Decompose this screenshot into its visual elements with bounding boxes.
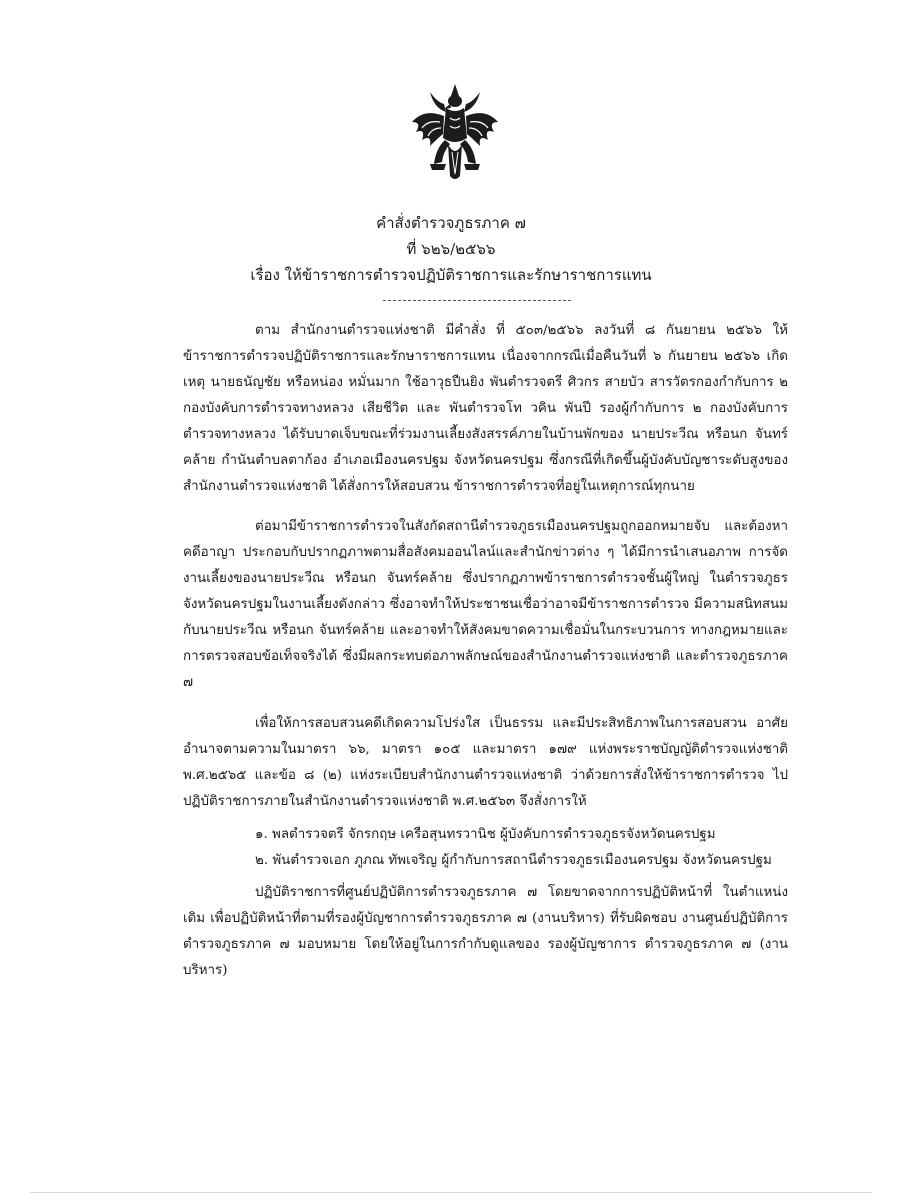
header-divider [383,300,571,301]
order-number: ที่ ๖๒๖/๒๕๖๖ [406,240,496,258]
paragraph-1: ตาม สำนักงานตำรวจแห่งชาติ มีคำสั่ง ที่ ๕๐๓/๒๕๖๖ ลงวันที่ ๘ กันยายน ๒๕๖๖ ให้ข้าราชการตำรวจปฏิบัติราชการและรักษาราชการแทน เนื่องจากกรณีเมื่อคืนวันที่ ๖ กันยายน ๒๕๖๖ เกิดเหตุ นายธนัญชัย หรือหน่อง หมั่นมาก ใช้อาวุธปืนยิง พันตำรวจตรี ศิวกร สายบัว สารวัตรกองกำกับการ ๒ กองบังคับการตำรวจทางหลวง เสียชีวิต และ พันตำรวจโท วคิน พันปี รองผู้กำกับการ ๒ กองบังคับการตำรวจทางหลวง ได้รับบาดเจ็บขณะที่ร่วมงานเลี้ยงสังสรรค์ภายในบ้านพักของ นายประวีณ หรือนก จันทร์คล้าย กำนันตำบลตาก้อง อำเภอเมืองนครปฐม จังหวัดนครปฐม ซึ่งกรณีที่เกิดขึ้นผู้บังคับบัญชาระดับสูงของสำนักงานตำรวจแห่งชาติ ได้สั่งการให้สอบสวน ข้าราชการตำรวจที่อยู่ในเหตุการณ์ทุกนาย [183,323,788,494]
list-item-1: ๑. พลตำรวจตรี จักรกฤษ เครือสุนทรวานิช ผู้บังคับการตำรวจภูธรจังหวัดนครปฐม [255,827,716,842]
order-subject: เรื่อง ให้ข้าราชการตำรวจปฏิบัติราชการและรักษาราชการแทน [250,266,652,284]
paragraph-4: ปฏิบัติราชการที่ศูนย์ปฏิบัติการตำรวจภูธรภาค ๗ โดยขาดจากการปฏิบัติหน้าที่ ในตำแหน่งเดิม เพื่อปฏิบัติหน้าที่ตามที่รองผู้บัญชาการตำรวจภูธรภาค ๗ (งานบริหาร) ที่รับผิดชอบ งานศูนย์ปฏิบัติการตำรวจภูธรภาค ๗ มอบหมาย โดยให้อยู่ในการกำกับดูแลของ รองผู้บัญชาการ ตำรวจภูธรภาค ๗ (งานบริหาร) [183,885,788,978]
paragraph-2: ต่อมามีข้าราชการตำรวจในสังกัดสถานีตำรวจภูธรเมืองนครปฐมถูกออกหมายจับ และต้องหาคดีอาญา ประกอบกับปรากฏภาพตามสื่อสังคมออนไลน์และสำนักข่าวต่าง ๆ ได้มีการนำเสนอภาพ การจัดงานเลี้ยงของนายประวีณ หรือนก จันทร์คล้าย ซึ่งปรากฏภาพข้าราชการตำรวจชั้นผู้ใหญ่ ในตำรวจภูธรจังหวัดนครปฐมในงานเลี้ยงดังกล่าว ซึ่งอาจทำให้ประชาชนเชื่อว่าอาจมีข้าราชการตำรวจ มีความสนิทสนมกับนายประวีณ หรือนก จันทร์คล้าย และอาจทำให้สังคมขาดความเชื่อมั่นในกระบวนการ ทางกฎหมายและการตรวจสอบข้อเท็จจริงได้ ซึ่งมีผลกระทบต่อภาพลักษณ์ของสำนักงานตำรวจแห่งชาติ และตำรวจภูธรภาค ๗ [183,519,788,690]
page-bottom-edge [30,1192,872,1193]
garuda-emblem-icon [410,82,500,184]
list-item-2: ๒. พันตำรวจเอก ภูภณ ทัพเจริญ ผู้กำกับการสถานีตำรวจภูธรเมืองนครปฐม จังหวัดนครปฐม [255,853,772,868]
order-title: คำสั่งตำรวจภูธรภาค ๗ [376,214,526,232]
paragraph-3: เพื่อให้การสอบสวนคดีเกิดความโปร่งใส เป็นธรรม และมีประสิทธิภาพในการสอบสวน อาศัยอำนาจตามความในมาตรา ๖๖, มาตรา ๑๐๕ และมาตรา ๑๗๙ แห่งพระราชบัญญัติตำรวจแห่งชาติ พ.ศ.๒๕๖๕ และข้อ ๘ (๒) แห่งระเบียบสำนักงานตำรวจแห่งชาติ ว่าด้วยการสั่งให้ข้าราชการตำรวจ ไปปฏิบัติราชการภายในสำนักงานตำรวจแห่งชาติ พ.ศ.๒๕๖๓ จึงสั่งการให้ [183,716,788,809]
